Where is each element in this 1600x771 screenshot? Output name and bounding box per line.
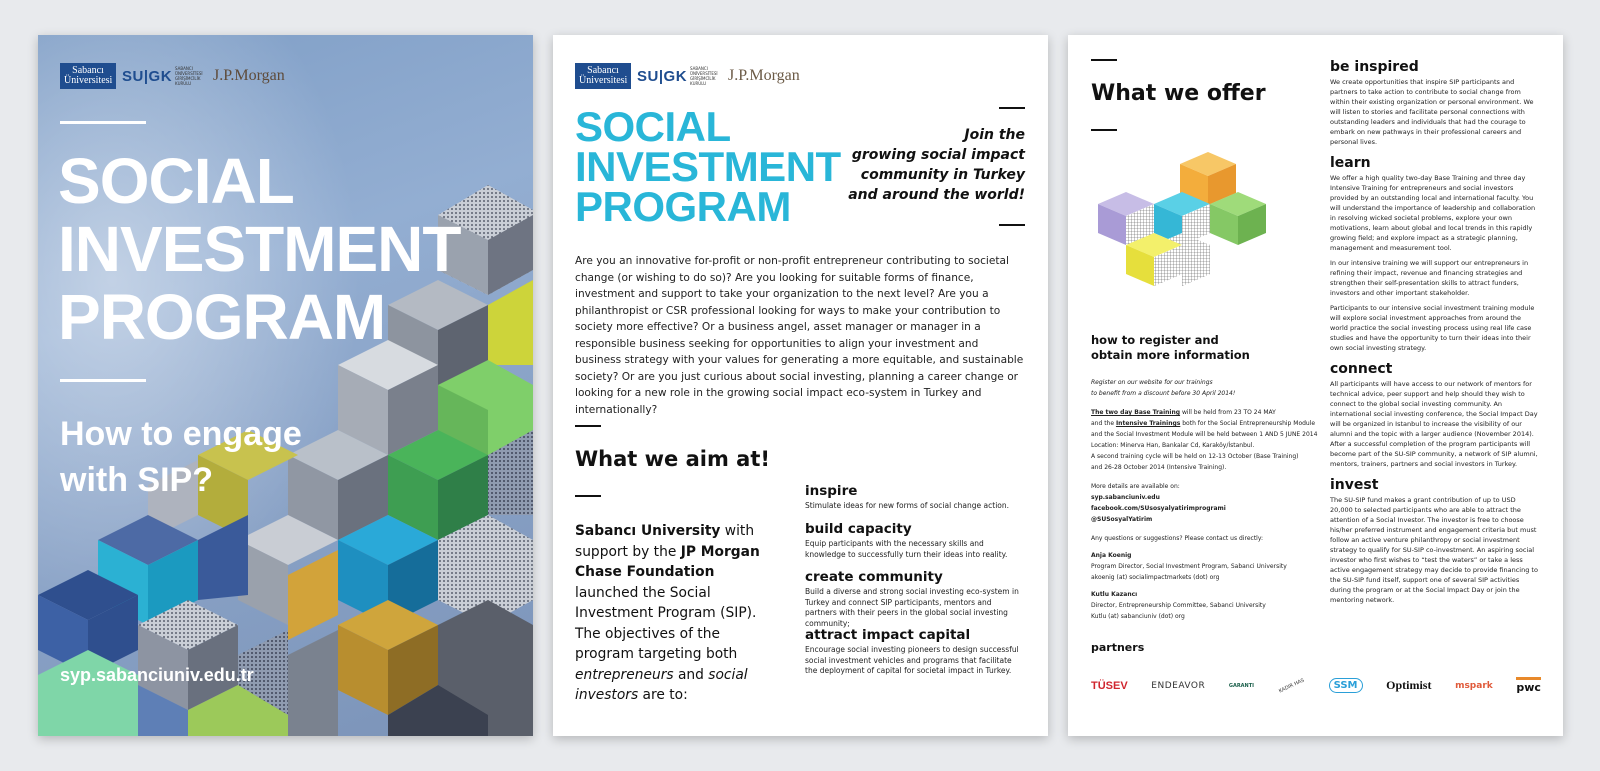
aim-item [805, 520, 1023, 568]
partner-logo-ssm: SSM [1329, 678, 1363, 693]
offer-section [1330, 359, 1540, 469]
aim-item [805, 568, 1023, 626]
cover-subtitle: How to engage with SIP? [60, 415, 302, 499]
colored-cubes-graphic [1098, 150, 1268, 300]
section-paragraph: Participants to our intensive social investment training module will explore social investment approaches from around the world practice the social investing process using real life case studies and have the opportunity to turn their ideas into their own social investing strategy. [1330, 304, 1535, 352]
section-paragraph: The SU-SIP fund makes a grant contribution of up to USD 20,000 to selected participants who are able to attract the attention of a Social Investor. The investor is free to choose his/her preferred instrument and engagement criteria but must follow an active venture philanthropy or social investment strategy to qualify for SU-SIP co-investment. An aspiring social investor who first wishes to “test the waters” or take a less active engagement strategy may decide to provide financing to the SU-SIP fund itself, support one of several SIP activities during the program or at the Social Impact Day or join the mentoring network. [1330, 496, 1538, 604]
sabanci-university-logo: Sabancı Üniversitesi [60, 63, 116, 89]
tagline-bottom-rule [999, 224, 1025, 226]
cover-logos [60, 63, 285, 89]
partner-logos [1091, 677, 1541, 694]
website-link[interactable]: syp.sabanciuniv.edu [1091, 494, 1160, 501]
partner-logo-pwc: pwc [1516, 677, 1541, 694]
cover-page [38, 35, 533, 736]
partner-logo-optimist: Optimist [1386, 678, 1432, 692]
section-paragraph: We create opportunities that inspire SIP participants and partners to take action to contribute to social change from within their existing organization or personal environment. We will listen to stories and facilitate personal connections with outstanding leaders and individuals that had the courage to embark on new pathways in their professional careers and personal lives. [1330, 78, 1534, 146]
partner-logo-garanti: GARANTI [1228, 682, 1255, 689]
section-title: learn [1330, 155, 1371, 171]
section-title: invest [1330, 477, 1379, 493]
aim-item [805, 482, 1023, 520]
aim-text: Stimulate ideas for new forms of social change action. [805, 501, 1010, 510]
jpmorgan-logo: J.P.Morgan [728, 67, 800, 84]
offer-sections [1330, 57, 1540, 605]
register-heading: how to register and obtain more information [1091, 333, 1250, 362]
aim-item [805, 626, 1023, 677]
aim-text: Encourage social investing pioneers to design successful social investment vehicles and programs that facilitate the deployment of capital for societal impact in Turkey. [805, 645, 1019, 675]
section-paragraph: In our intensive training we will support our entrepreneurs in refining their impact, revenue and financing strategies and strengthen their self-presentation skills to attract funders, investors and other important stakeholder. [1330, 259, 1529, 297]
sabanci-university-logo: Sabancı Üniversitesi [575, 63, 631, 89]
twitter-link[interactable]: @SUSosyalYatirim [1091, 516, 1153, 523]
contact2-email[interactable]: Kutlu (at) sabanciuniv (dot) org [1091, 613, 1185, 620]
cover-mid-rule [60, 379, 146, 382]
aim-title: inspire [805, 483, 858, 499]
offer-heading: What we offer [1091, 81, 1266, 106]
aim-rule-top [575, 425, 601, 427]
aim-lead-text: Sabancı University with support by the JP Morgan Chase Foundation launched the Social Investment Program (SIP). The objectives of the program targeting both entrepreneurs and social investors are to: [575, 523, 760, 703]
section-paragraph: All participants will have access to our network of mentors for technical advice, peer support and help should they wish to connect to the global social investing community. An international social investing conference, the Social Impact Day will be organized in Istanbul to increase the visibility of our alumni and the topic with a larger audience (November 2014). After a successful completion of the program participants will become part of the SU-SIP community, a network of SIP alumni, mentors, trainers, partners and social investors in Turkey. [1330, 380, 1538, 468]
aims-page [553, 35, 1048, 736]
sugk-logo: SU|GK SABANCI ÜNİVERSİTESİ GİRİŞİMCİLİK KURULU [637, 66, 718, 86]
aims-list [805, 482, 1023, 677]
intro-paragraph: Are you an innovative for-profit or non-profit entrepreneur contributing to societal change (or wishing to do so)? Are you looking for suitable forms of finance, investment and support to take your organization to the next level? Are you a philanthropist or CSR professional looking for ways to make your contribution to society more effective? Or a business angel, asset manager or manager in a responsible business seeking for opportunities to align your investment and business strategy with your values for generating a more equitable, and sustainable society? Or are you just curious about social investing, planning a career change or looking for a new role in the growing social impact eco-system in Turkey and internationally? [575, 255, 1024, 416]
program-title: SOCIAL INVESTMENT PROGRAM [575, 103, 841, 230]
offer-rule-top [1091, 59, 1117, 61]
section-paragraph: We offer a high quality two-day Base Training and three day Intensive Training for entrepreneurs and social investors provided by an outstanding local and international faculty. You will understand the importance of leadership and collaboration in resolving wicked societal problems, explore your own motivations, learn about global and local trends in this rapidly growing field; and explore impact as a strategic planning, management and measurement tool. [1330, 174, 1536, 252]
jpmorgan-logo: J.P.Morgan [213, 67, 285, 84]
partners-heading: partners [1091, 641, 1145, 654]
aim-text: Equip participants with the necessary skills and knowledge to successfully turn their ideas into reality. [805, 539, 1008, 559]
sugk-logo: SU|GK SABANCI ÜNİVERSİTESİ GİRİŞİMCİLİK KURULU [122, 66, 203, 86]
partner-logo-kadirhas: KADIR HAS [1277, 676, 1305, 695]
section-title: connect [1330, 361, 1393, 377]
partner-logo-mspark: mspark [1455, 680, 1493, 691]
cover-url[interactable]: syp.sabanciuniv.edu.tr [60, 665, 254, 685]
aim-rule-bottom [575, 495, 601, 497]
section-title: be inspired [1330, 59, 1419, 75]
offer-section [1330, 153, 1540, 353]
aim-title: attract impact capital [805, 627, 971, 643]
offer-page [1068, 35, 1563, 736]
partner-logo-tusev: TÜSEV [1091, 679, 1128, 692]
tagline-top-rule [999, 107, 1025, 109]
facebook-link[interactable]: facebook.com/SUsosyalyatirimprogrami [1091, 505, 1226, 512]
aim-heading: What we aim at! [575, 447, 770, 471]
partner-logo-endeavor: ENDEAVOR [1151, 680, 1206, 691]
aim-text: Build a diverse and strong social investing eco-system in Turkey and connect SIP participants, mentors and partners with their peers in the global social investing community; [805, 587, 1019, 628]
aim-title: build capacity [805, 521, 912, 537]
cover-title: SOCIAL INVESTMENT PROGRAM [58, 145, 461, 353]
cover-top-rule [60, 121, 146, 124]
cube-pattern-graphic [38, 35, 533, 736]
aim-title: create community [805, 569, 943, 585]
register-details: Register on our website for our trainings to benefit from a discount before 30 April 2014! The two day Base Training will be held from 23 TO 24 MAY and the Intensive Trainings both for the Social Entrepreneurship Module and the Social Investment Module will be held between 1 AND 5 JUNE 2014 Location: Minerva Han, Bankalar Cd, Karaköy/İstanbul. A second training cycle will be held on 12-13 October (Base Training) and 26-28 October 2014 (Intensive Training). More details are available on: syp.sabanciuniv.edu facebook.com/SUsosyalyatirimprogrami @SUSosyalYatirim Any questions or suggestions? Please contact us directly: Anja Koenig Program Director, Social Investment Program, Sabanci University akoenig (at) socialimpactmarkets (dot) org Kutlu Kazancı Director, Entrepreneurship Committee, Sabanci University Kutlu (at) sabanciuniv (dot) org [1091, 377, 1321, 622]
tagline: Join the growing social impact community in Turkey and around the world! [848, 127, 1025, 203]
page2-logos [575, 63, 800, 89]
offer-rule-bottom [1091, 129, 1117, 131]
offer-section [1330, 475, 1540, 605]
offer-section [1330, 57, 1540, 147]
contact1-email[interactable]: akoenig (at) socialimpactmarkets (dot) org [1091, 574, 1220, 581]
